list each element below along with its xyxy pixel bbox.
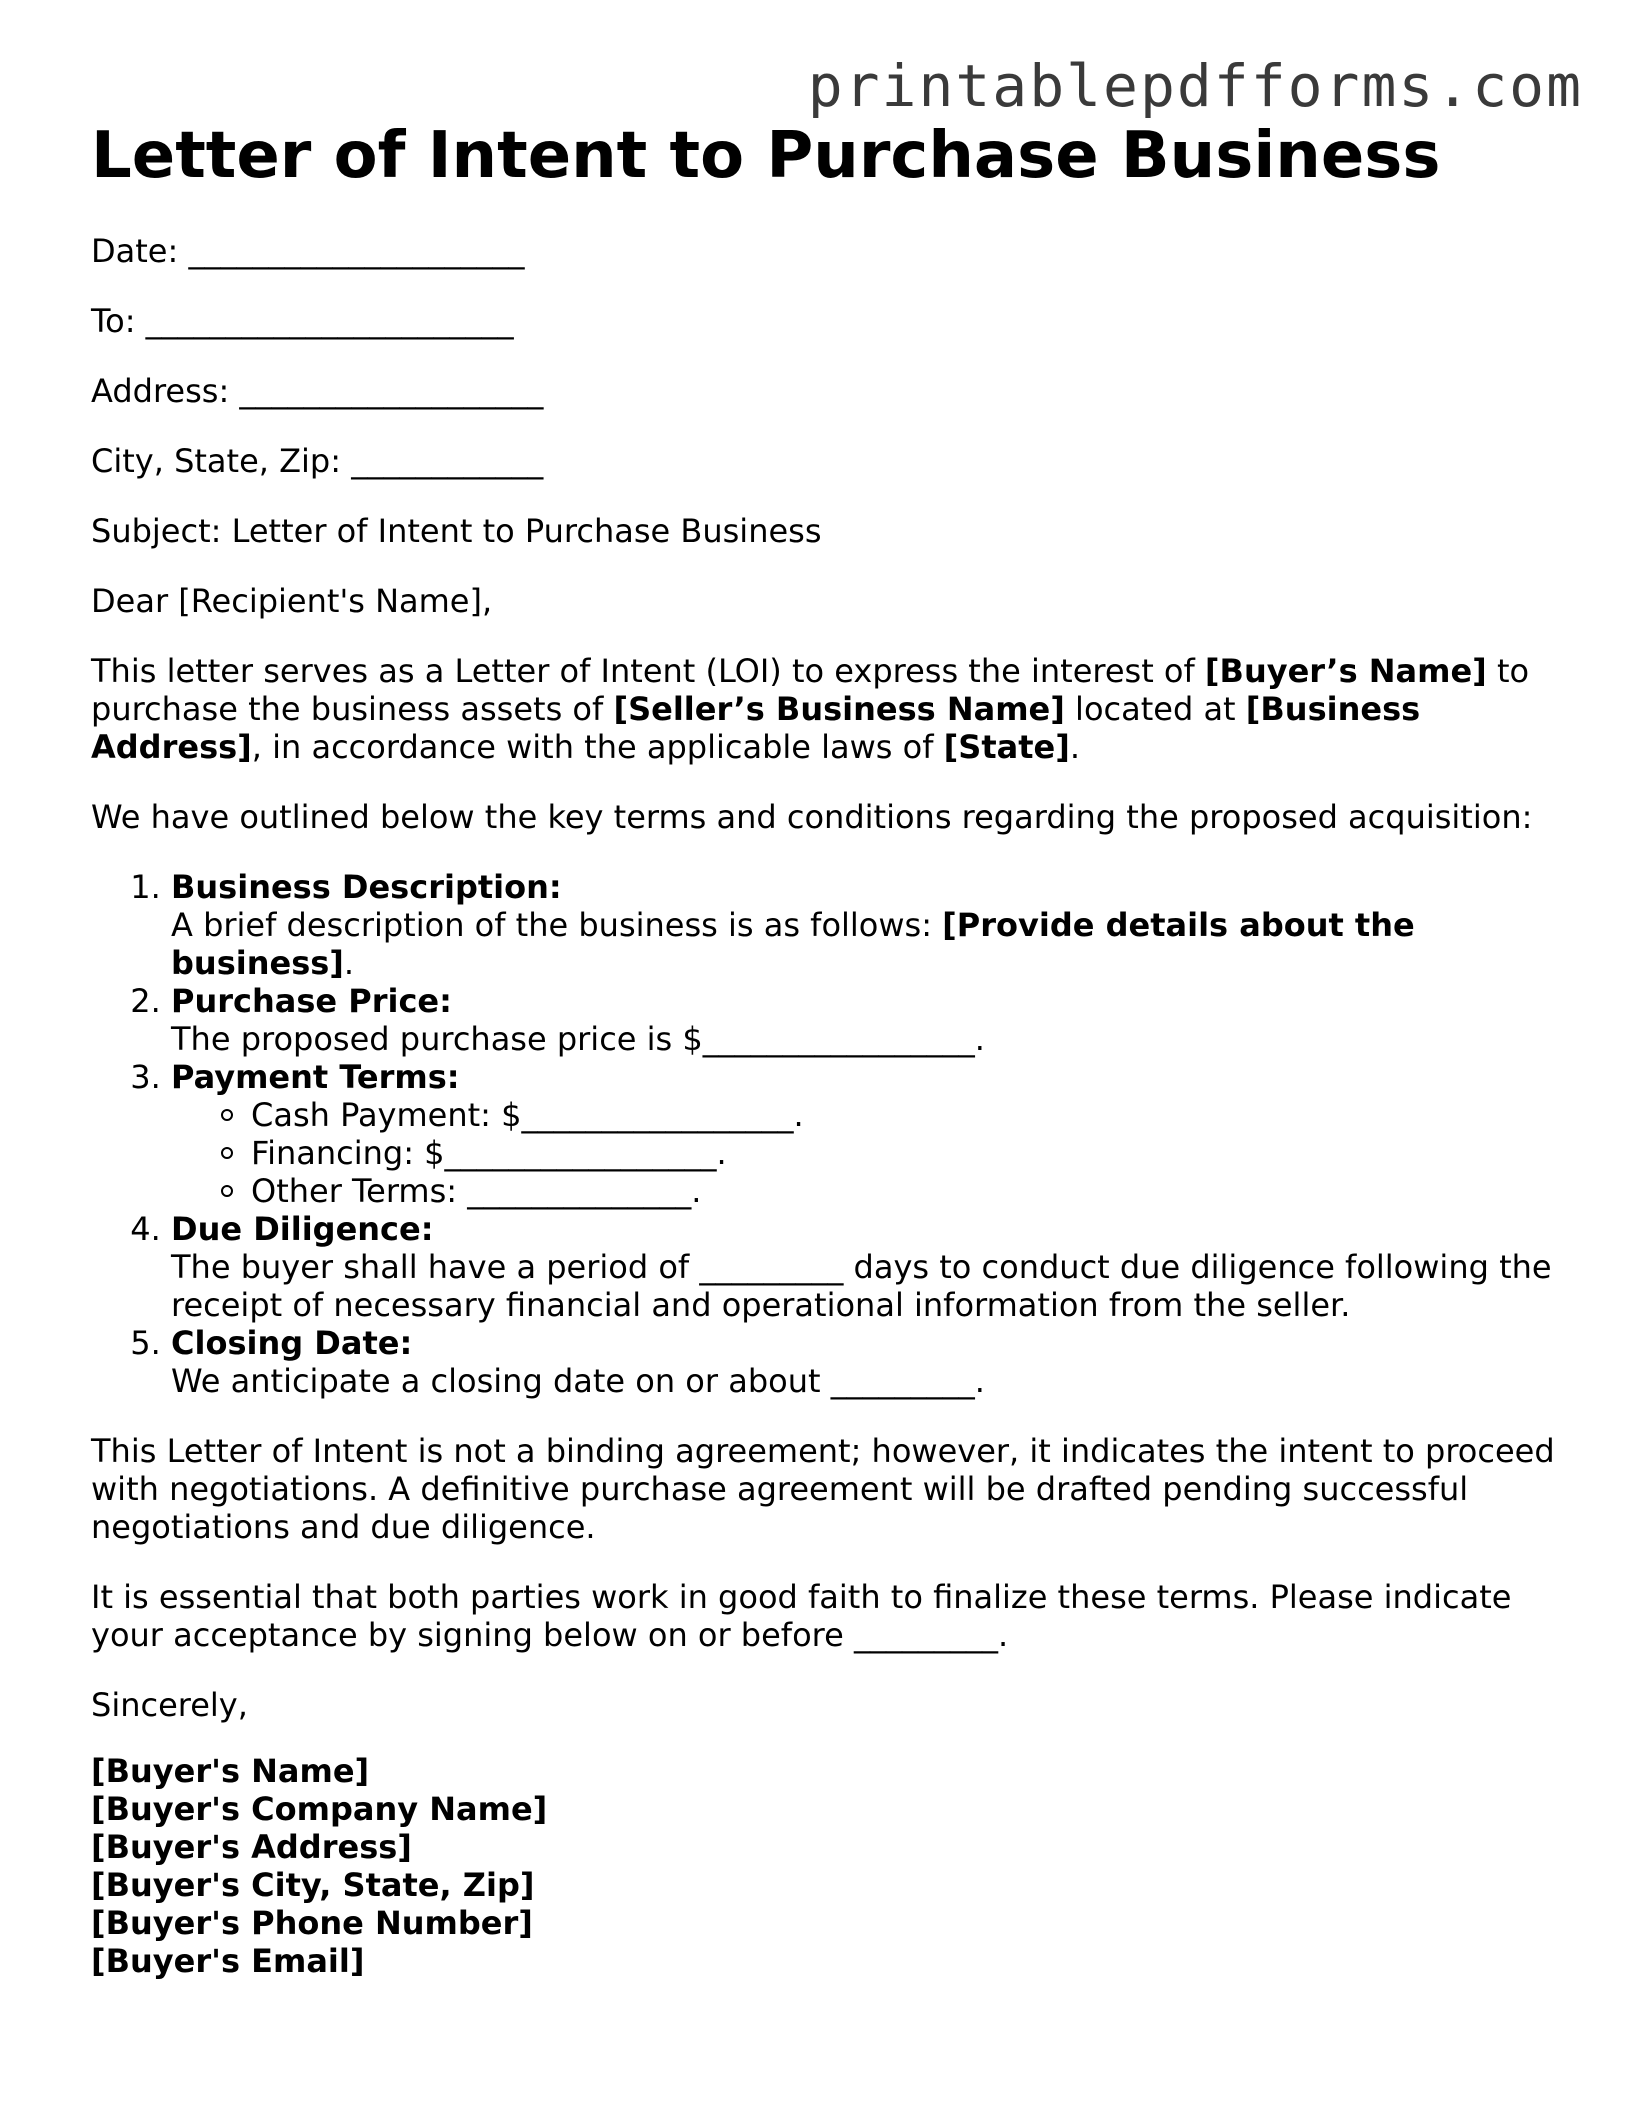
city-state-zip-field: City, State, Zip: ____________ [91, 442, 544, 480]
intro-text-1: This letter serves as a Letter of Intent (LOI) to express the interest of [91, 652, 1205, 690]
signature-company-name: [Buyer's Company Name] [91, 1790, 548, 1828]
business-details-placeholder: [Provide details about the business] [171, 906, 1415, 982]
page-title: Letter of Intent to Purchase Business [91, 119, 1441, 193]
signature-phone: [Buyer's Phone Number] [91, 1904, 533, 1942]
intro-paragraph [91, 652, 1571, 766]
header-fields [91, 232, 1571, 480]
term-title: 5. Closing Date: [171, 1324, 413, 1362]
term-due-diligence [171, 1210, 1571, 1324]
term-body: We anticipate a closing date on or about _________. [171, 1362, 985, 1400]
business-address-placeholder: [Business Address] [91, 690, 1421, 766]
term-business-description [171, 868, 1571, 982]
payment-terms-list [171, 1096, 1571, 1210]
letter-page [91, 120, 1571, 1980]
salutation: Dear [Recipient's Name], [91, 582, 493, 620]
non-binding-paragraph: This Letter of Intent is not a binding agreement; however, it indicates the intent to proceed with negotiations. A definitive purchase agreement will be drafted pending successful negotiations and due diligence. [91, 1432, 1555, 1546]
term-closing-date [171, 1324, 1571, 1400]
term-title: 2. Purchase Price: [171, 982, 452, 1020]
term-payment-terms [171, 1058, 1571, 1210]
signature-email: [Buyer's Email] [91, 1942, 365, 1980]
list-item: Financing: $_________________. [219, 1134, 1571, 1172]
to-field: To: _______________________ [91, 302, 514, 340]
intro-text-4: , in accordance with the applicable laws of [251, 728, 944, 766]
closing-line: Sincerely, [91, 1686, 248, 1724]
intro-text-5: . [1069, 728, 1081, 766]
term-title: 4. Due Diligence: [171, 1210, 434, 1248]
term-text: A brief description of the business is as follows: [171, 906, 943, 944]
signature-city-state-zip: [Buyer's City, State, Zip] [91, 1866, 535, 1904]
date-field: Date: _____________________ [91, 232, 525, 270]
site-watermark: printablepdfforms.com [807, 52, 1583, 120]
seller-business-placeholder: [Seller’s Business Name] [613, 690, 1065, 728]
outline-paragraph: We have outlined below the key terms and conditions regarding the proposed acquisition: [91, 798, 1533, 836]
acceptance-paragraph: It is essential that both parties work in good faith to finalize these terms. Please indicate your acceptance by signing below on or before _________. [91, 1578, 1512, 1654]
list-item: Cash Payment: $_________________. [219, 1096, 1571, 1134]
intro-text-3: located at [1064, 690, 1246, 728]
term-purchase-price [171, 982, 1571, 1058]
term-body: The proposed purchase price is $_________________. [171, 1020, 985, 1058]
signature-address: [Buyer's Address] [91, 1828, 412, 1866]
signature-block [91, 1752, 1571, 1980]
state-placeholder: [State] [943, 728, 1070, 766]
terms-list [91, 868, 1571, 1400]
signature-buyer-name: [Buyer's Name] [91, 1752, 370, 1790]
term-title: 1. Business Description: [171, 868, 562, 906]
term-body [171, 906, 1571, 982]
buyer-name-placeholder: [Buyer’s Name] [1204, 652, 1487, 690]
intro-text-2: to purchase the business assets of [91, 652, 1530, 728]
subject-line: Subject: Letter of Intent to Purchase Business [91, 512, 822, 550]
address-field: Address: ___________________ [91, 372, 544, 410]
list-item: Other Terms: ______________. [219, 1172, 1571, 1210]
term-text-end: . [343, 944, 355, 982]
term-body: The buyer shall have a period of _________ days to conduct due diligence following the receipt of necessary financial and operational information from the seller. [171, 1248, 1552, 1324]
term-title: 3. Payment Terms: [171, 1058, 460, 1096]
